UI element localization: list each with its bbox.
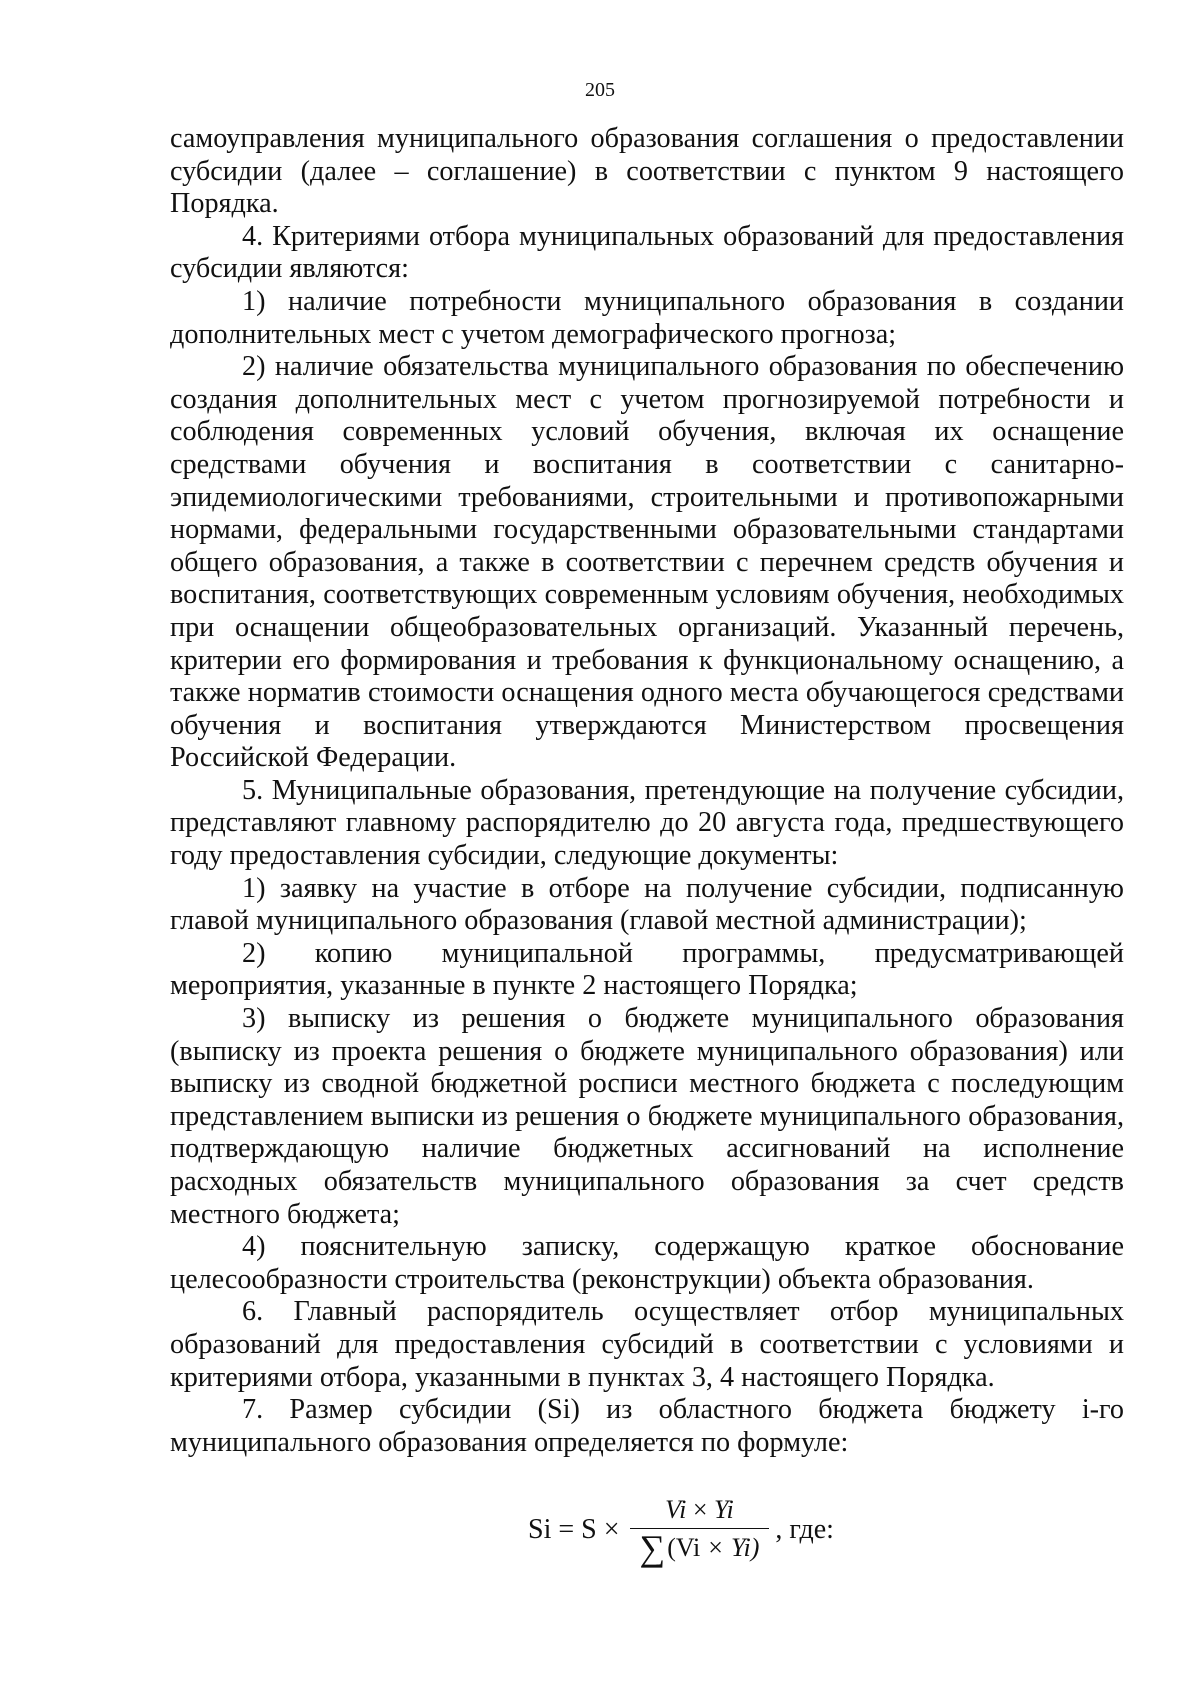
paragraph-item-7: 7. Размер субсидии (Si) из областного бюджета бюджету i-го муниципального образования определяется по формуле: bbox=[170, 1394, 1124, 1458]
subsidy-formula bbox=[528, 1485, 834, 1575]
formula-lhs: Si = S × bbox=[528, 1514, 620, 1545]
sum-symbol: ∑ bbox=[639, 1528, 666, 1568]
paragraph-subitem-5-3: 3) выписку из решения о бюджете муниципального образования (выписку из проекта решения о бюджете муниципального образования) или выписку из сводной бюджетной росписи местного бюджета с последующим представлением выписки из решения о бюджете муниципального образования, подтверждающую наличие бюджетных ассигнований на исполнение расходных обязательств муниципального образования за счет средств местного бюджета; bbox=[170, 1003, 1124, 1230]
paragraph-subitem-5-2: 2) копию муниципальной программы, предусматривающей мероприятия, указанные в пункте 2 настоящего Порядка; bbox=[170, 937, 1124, 1002]
paragraph-item-6: 6. Главный распорядитель осуществляет отбор муниципальных образований для предоставления субсидий в соответствии с условиями и критериями отбора, указанными в пунктах 3, 4 настоящего Порядка. bbox=[170, 1296, 1124, 1393]
document-body bbox=[170, 123, 1124, 1459]
paragraph-continuation: самоуправления муниципального образования соглашения о предоставлении субсидии (далее – соглашение) в соответствии с пунктом 9 настоящего Порядка. bbox=[170, 123, 1124, 220]
formula-numerator bbox=[651, 1495, 748, 1528]
numerator-v: Vi bbox=[665, 1495, 687, 1524]
paragraph-subitem-4-1: 1) наличие потребности муниципального образования в создании дополнительных мест с учетом демографического прогноза; bbox=[170, 285, 1124, 350]
paragraph-item-5: 5. Муниципальные образования, претендующие на получение субсидии, представляют главному распорядителю до 20 августа года, предшествующего году предоставления субсидии, следующие документы: bbox=[170, 774, 1124, 872]
paragraph-item-4: 4. Критериями отбора муниципальных образований для предоставления субсидии являются: bbox=[170, 220, 1124, 285]
paragraph-subitem-4-2: 2) наличие обязательства муниципального образования по обеспечению создания дополнительных мест с учетом прогнозируемой потребности и соблюдения современных условий обучения, включая их оснащение средствами обучения и воспитания в соответствии с санитарно-эпидемиологическими требованиями, строительными и противопожарными нормами, федеральными государственными образовательными стандартами общего образования, а также в соответствии с перечнем средств обучения и воспитания, соответствующих современным условиям обучения, необходимых при оснащении общеобразовательных организаций. Указанный перечень, критерии его формирования и требования к функциональному оснащению, а также норматив стоимости оснащения одного места обучающегося средствами обучения и воспитания утверждаются Министерством просвещения Российской Федерации. bbox=[170, 351, 1124, 774]
denominator-open: (Vi bbox=[667, 1533, 701, 1562]
paragraph-subitem-5-1: 1) заявку на участие в отборе на получение субсидии, подписанную главой муниципального образования (главой местной администрации); bbox=[170, 872, 1124, 937]
numerator-times: × bbox=[692, 1495, 708, 1524]
formula-tail: , где: bbox=[775, 1514, 834, 1545]
page-number: 205 bbox=[585, 79, 615, 101]
denominator-y: Yi) bbox=[730, 1533, 760, 1562]
formula-denominator bbox=[630, 1528, 770, 1568]
denominator-times: × bbox=[708, 1533, 723, 1562]
numerator-y: Yi bbox=[714, 1495, 734, 1524]
formula-fraction bbox=[630, 1495, 770, 1568]
paragraph-subitem-5-4: 4) пояснительную записку, содержащую краткое обоснование целесообразности строительства (реконструкции) объекта образования. bbox=[170, 1231, 1124, 1295]
